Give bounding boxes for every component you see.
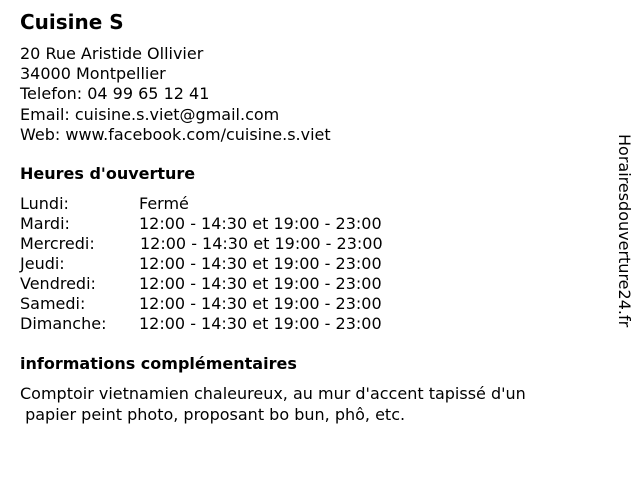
day-hours: 12:00 - 14:30 et 19:00 - 23:00	[140, 234, 383, 253]
day-label: Lundi:	[20, 194, 69, 213]
web-line: Web: www.facebook.com/cuisine.s.viet	[20, 124, 331, 144]
hours-heading: Heures d'ouverture	[20, 164, 196, 183]
phone-line: Telefon: 04 99 65 12 41	[20, 84, 210, 104]
email-line: Email: cuisine.s.viet@gmail.com	[20, 104, 280, 124]
business-name: Cuisine S	[20, 10, 124, 34]
site-watermark	[612, 134, 636, 374]
address-city: 34000 Montpellier	[20, 64, 166, 84]
info-description	[20, 384, 526, 425]
day-hours: 12:00 - 14:30 et 19:00 - 23:00	[139, 254, 382, 273]
address-street: 20 Rue Aristide Ollivier	[20, 44, 204, 63]
day-hours: 12:00 - 14:30 et 19:00 - 23:00	[139, 274, 382, 293]
day-hours: 12:00 - 14:30 et 19:00 - 23:00	[139, 214, 382, 233]
day-label: Mardi:	[20, 214, 70, 233]
day-label: Jeudi:	[20, 254, 65, 273]
day-label: Mercredi:	[20, 234, 95, 253]
watermark-text: Horairesdouverture24.fr	[615, 134, 634, 328]
info-line: papier peint photo, proposant bo bun, phô, etc.	[20, 404, 406, 424]
day-label: Samedi:	[20, 294, 86, 313]
day-hours: 12:00 - 14:30 et 19:00 - 23:00	[139, 314, 382, 333]
info-heading: informations complémentaires	[20, 354, 297, 373]
info-line: Comptoir vietnamien chaleureux, au mur d'accent tapissé d'un	[20, 384, 526, 403]
day-label: Dimanche:	[20, 314, 107, 333]
day-hours: Fermé	[139, 194, 189, 213]
contact-block	[20, 44, 331, 145]
day-hours: 12:00 - 14:30 et 19:00 - 23:00	[139, 294, 382, 313]
day-label: Vendredi:	[20, 274, 96, 293]
